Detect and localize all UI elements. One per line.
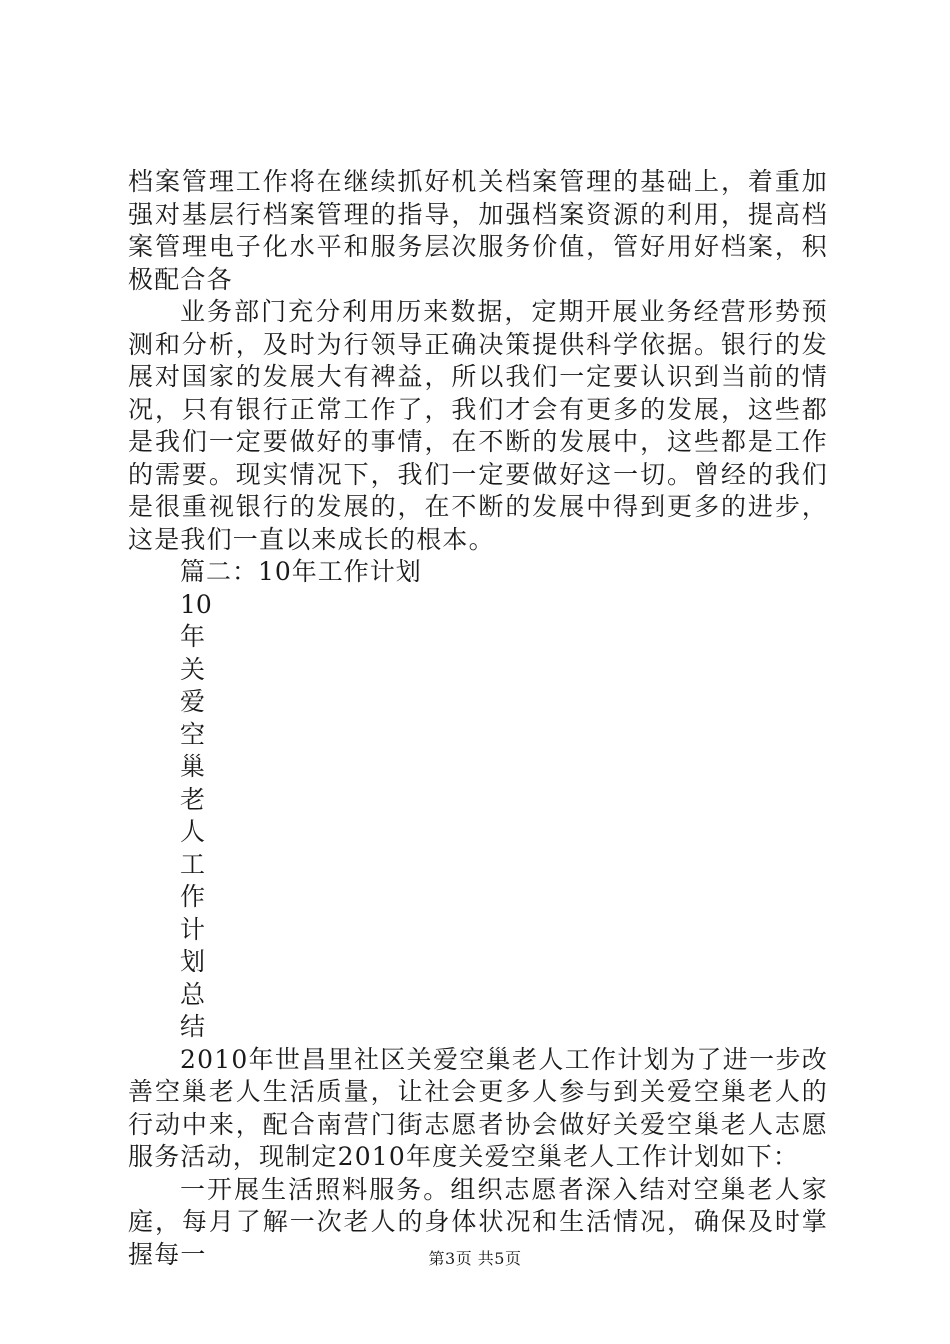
vertical-title-char: 工 bbox=[180, 849, 206, 879]
vertical-title-char: 空 bbox=[180, 719, 206, 749]
vertical-title-char: 10 bbox=[180, 589, 212, 619]
vertical-title-char: 年 bbox=[180, 622, 206, 651]
vertical-title-char: 巢 bbox=[180, 752, 206, 781]
vertical-title bbox=[128, 589, 828, 1044]
paragraph-2010-plan-intro: 2010年世昌里社区关爱空巢老人工作计划为了进一步改善空巢老人生活质量，让社会更多人参与到关爱空巢老人的行动中来，配合南营门街志愿者协会做好关爱空巢老人志愿服务活动，现制定2010年度关爱空巢老人工作计划如下： bbox=[128, 1044, 828, 1171]
vertical-title-char: 计 bbox=[180, 914, 206, 944]
paragraph-life-care-service: 一开展生活照料服务。组织志愿者深入结对空巢老人家庭，每月了解一次老人的身体状况和生活情况，确保及时掌握每一 bbox=[128, 1174, 828, 1269]
vertical-title-char: 人 bbox=[180, 817, 206, 846]
vertical-title-char: 老 bbox=[180, 784, 206, 814]
vertical-title-char: 划 bbox=[180, 947, 206, 976]
section-heading: 篇二：10年工作计划 bbox=[180, 557, 422, 586]
vertical-title-char: 关 bbox=[180, 654, 206, 684]
document-body bbox=[128, 166, 828, 1271]
vertical-title-char: 总 bbox=[180, 979, 206, 1009]
paragraph-archive-management: 档案管理工作将在继续抓好机关档案管理的基础上，着重加强对基层行档案管理的指导，加强档案资源的利用，提高档案管理电子化水平和服务层次服务价值，管好用好档案，积极配合各 bbox=[128, 167, 828, 294]
vertical-title-char: 结 bbox=[180, 1012, 206, 1041]
vertical-title-char: 爱 bbox=[180, 687, 206, 716]
page-number-footer: 第3页 共5页 bbox=[428, 1249, 522, 1268]
paragraph-business-departments: 业务部门充分利用历来数据，定期开展业务经营形势预测和分析，及时为行领导正确决策提供科学依据。银行的发展对国家的发展大有裨益，所以我们一定要认识到当前的情况，只有银行正常工作了，我们才会有更多的发展，这些都是我们一定要做好的事情，在不断的发展中，这些都是工作的需要。现实情况下，我们一定要做好这一切。曾经的我们是很重视银行的发展的，在不断的发展中得到更多的进步，这是我们一直以来成长的根本。 bbox=[128, 297, 828, 554]
vertical-title-char: 作 bbox=[180, 882, 206, 911]
